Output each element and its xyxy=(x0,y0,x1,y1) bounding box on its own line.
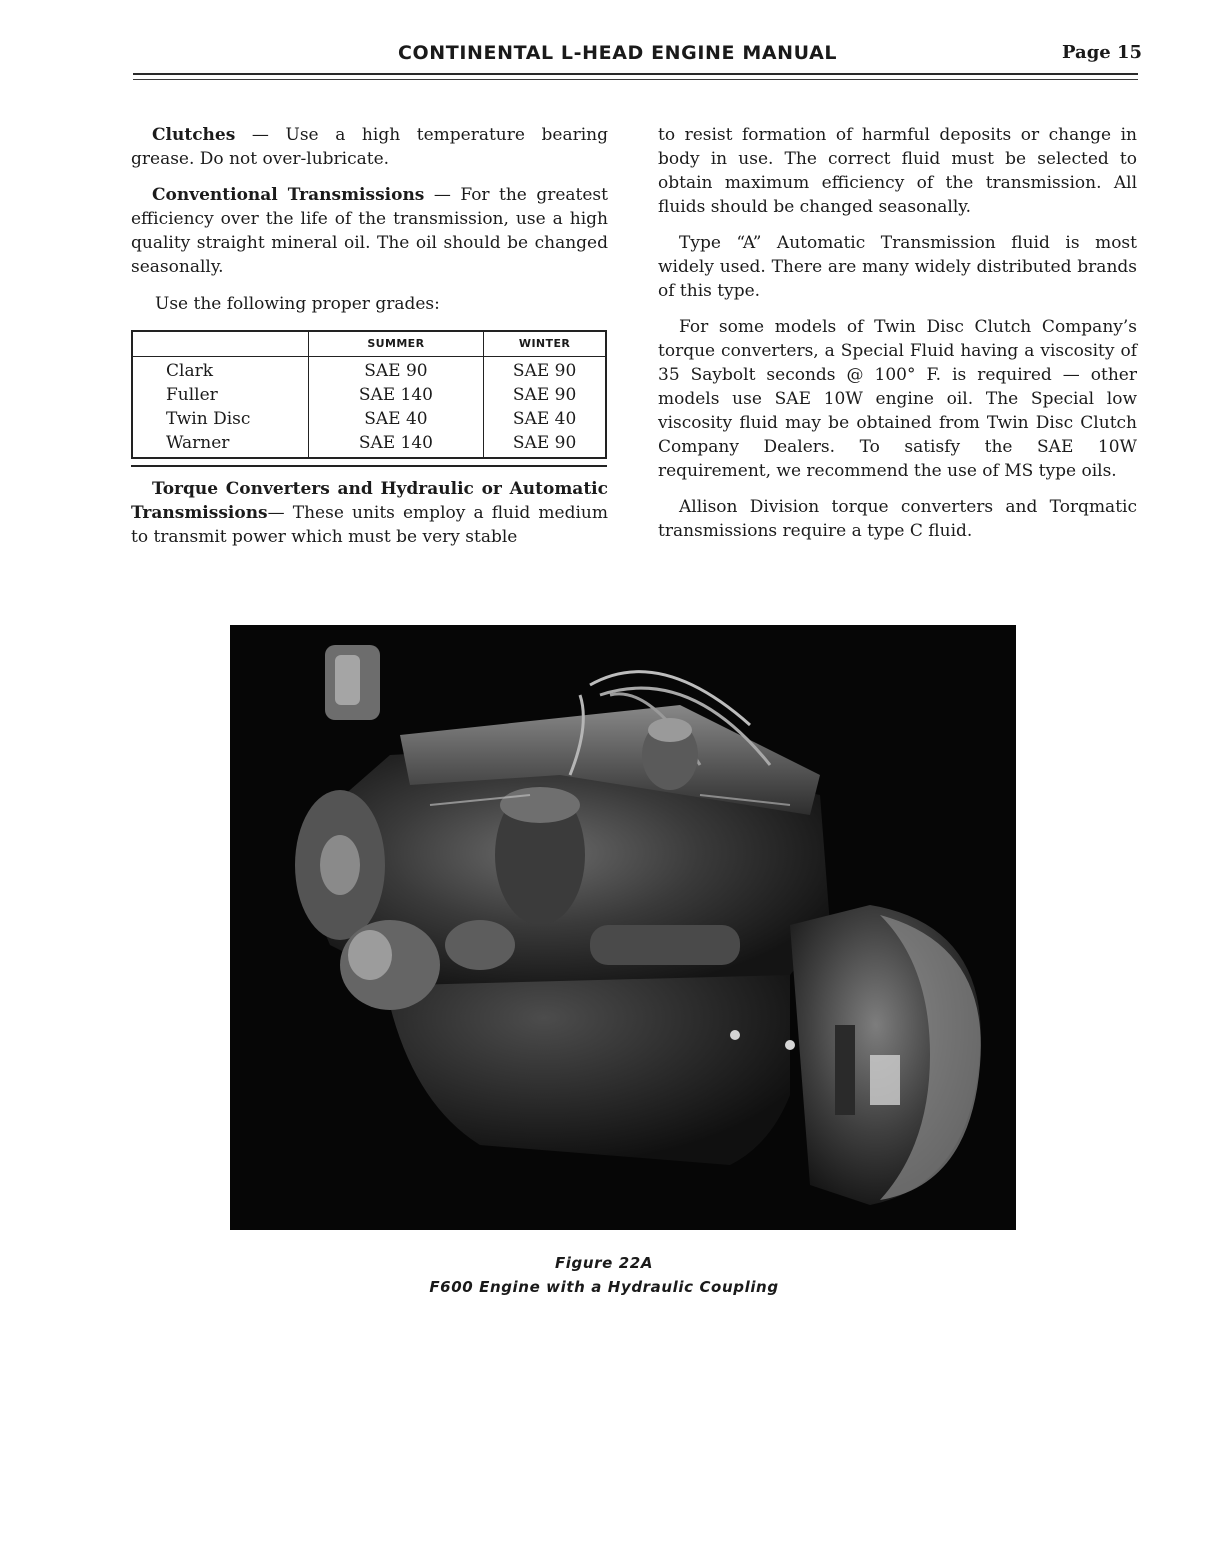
grades-table-header xyxy=(132,331,606,357)
clutches-text: — Use a high temperature bearing grease. Do not over-lubricate. xyxy=(131,125,608,169)
grades-intro: Use the following proper grades: xyxy=(155,294,440,314)
cell-summer: SAE 40 xyxy=(308,407,484,431)
header-summer: SUMMER xyxy=(308,331,484,357)
engine-photo-drawing xyxy=(230,625,1016,1230)
cell-summer: SAE 140 xyxy=(308,431,484,458)
table-row xyxy=(132,383,606,407)
left-column xyxy=(131,123,608,549)
cell-winter: SAE 90 xyxy=(484,357,606,384)
header-rule-thick xyxy=(133,73,1138,75)
engine-photo xyxy=(230,625,1016,1230)
table-row xyxy=(132,431,606,458)
clutches-heading: Clutches xyxy=(152,125,236,145)
fluid-paragraph-3: For some models of Twin Disc Clutch Company’s torque converters, a Special Fluid having a viscosity of 35 Saybolt seconds @ 100° F. is required — other models use SAE 10W engine oil. The Special low viscosity fluid may be obtained from Twin Disc Clutch Company Dealers. To satisfy the SAE 10W requirement, we recommend the use of MS type oils. xyxy=(658,317,1137,481)
header-make xyxy=(132,331,308,357)
cell-summer: SAE 90 xyxy=(308,357,484,384)
figure-caption: F600 Engine with a Hydraulic Coupling xyxy=(429,1278,779,1296)
cell-summer: SAE 140 xyxy=(308,383,484,407)
clutches-paragraph xyxy=(131,123,608,171)
grades-table xyxy=(131,330,607,459)
cell-winter: SAE 90 xyxy=(484,383,606,407)
conventional-paragraph xyxy=(131,183,608,279)
torque-text: — These units employ a fluid medium to transmit power which must be very stable xyxy=(131,503,608,547)
torque-paragraph xyxy=(131,477,608,549)
running-header-title: CONTINENTAL L-HEAD ENGINE MANUAL xyxy=(398,42,838,64)
cell-make: Twin Disc xyxy=(166,409,251,429)
right-column xyxy=(658,123,1137,543)
table-row xyxy=(132,357,606,384)
figure-number: Figure 22A xyxy=(554,1254,654,1272)
conventional-heading: Conventional Transmissions xyxy=(152,185,425,205)
torque-heading: Torque Converters and Hydraulic or Automatic Transmissions xyxy=(131,479,608,523)
header-winter: WINTER xyxy=(484,331,606,357)
cell-winter: SAE 90 xyxy=(484,431,606,458)
page-number: Page 15 xyxy=(1062,42,1143,63)
fluid-paragraph-1: to resist formation of harmful deposits or change in body in use. The correct fluid must be selected to obtain maximum efficiency of the transmission. All fluids should be changed seasonally. xyxy=(658,125,1137,217)
table-row xyxy=(132,407,606,431)
fluid-paragraph-4: Allison Division torque converters and Torqmatic transmissions require a type C fluid. xyxy=(658,497,1137,541)
conventional-text: — For the greatest efficiency over the life of the transmission, use a high quality straight mineral oil. The oil should be changed seasonally. xyxy=(131,185,608,277)
cell-make: Warner xyxy=(166,433,230,453)
cell-winter: SAE 40 xyxy=(484,407,606,431)
cell-make: Fuller xyxy=(166,385,218,405)
header-rule-thin xyxy=(133,79,1138,80)
cell-make: Clark xyxy=(166,361,214,381)
fluid-paragraph-2: Type “A” Automatic Transmission fluid is most widely used. There are many widely distributed brands of this type. xyxy=(658,233,1137,301)
table-bottom-rule xyxy=(131,465,607,467)
